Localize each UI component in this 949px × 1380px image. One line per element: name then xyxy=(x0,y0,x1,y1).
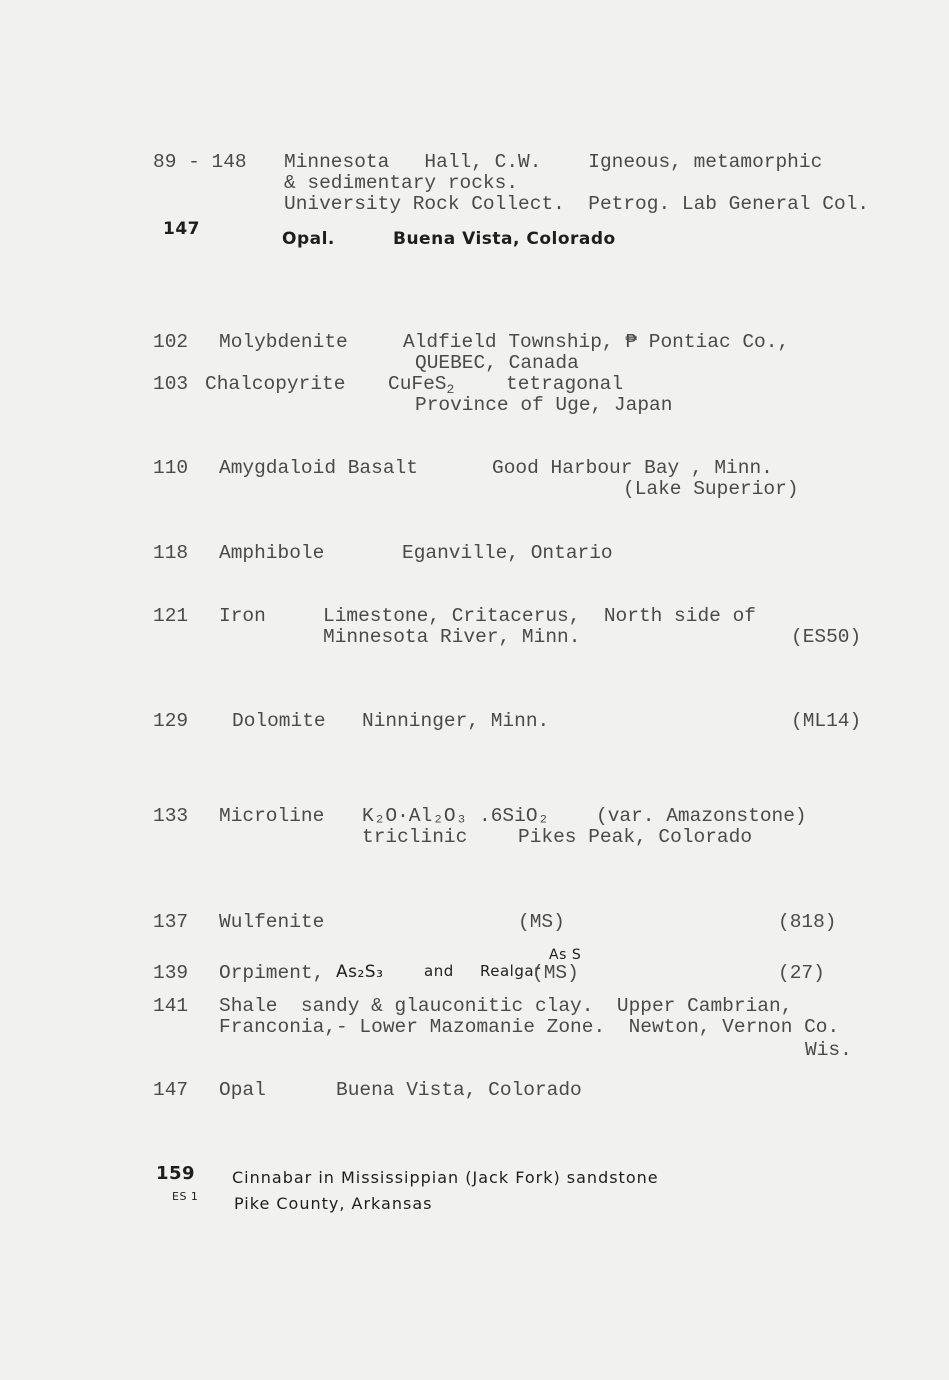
handwritten-location: Buena Vista, Colorado xyxy=(393,229,616,249)
handwritten-formula: As₂S₃ xyxy=(336,962,384,982)
entry-location: Aldfield Township, ₱ Pontiac Co., xyxy=(403,331,790,353)
entry-location: Pikes Peak, Colorado xyxy=(518,826,753,848)
formula-subscript: 2 xyxy=(446,382,455,397)
formula-base: CuFeS xyxy=(388,373,447,395)
handwritten-text: Pike County, Arkansas xyxy=(234,1194,433,1213)
entry-source: (MS) xyxy=(518,911,565,933)
entry-mineral: Opal xyxy=(219,1079,266,1101)
entry-code: (ES50) xyxy=(791,626,862,648)
handwritten-number: 159 xyxy=(156,1163,196,1184)
entry-formula: K₂O·Al₂O₃ .6SiO₂ xyxy=(362,805,550,827)
handwritten-text: and xyxy=(424,962,454,980)
entry-code: (27) xyxy=(778,962,825,984)
entry-mineral: Iron xyxy=(219,605,266,627)
entry-mineral: Orpiment, xyxy=(219,962,325,984)
entry-crystal-system: tetragonal xyxy=(506,373,624,395)
entry-location: Limestone, Critacerus, North side of xyxy=(323,605,756,627)
entry-number: 129 xyxy=(153,710,189,732)
entry-text: University Rock Collect. Petrog. Lab General Col. xyxy=(284,193,870,215)
entry-number: 110 xyxy=(153,457,189,479)
entry-variety: (var. Amazonstone) xyxy=(596,805,807,827)
entry-crystal-system: triclinic xyxy=(362,826,468,848)
entry-number: 147 xyxy=(153,1079,189,1101)
entry-source: (MS) xyxy=(532,962,579,984)
entry-number: 133 xyxy=(153,805,189,827)
entry-number: 121 xyxy=(153,605,189,627)
entry-mineral: Amygdaloid Basalt xyxy=(219,457,418,479)
entry-location: Minnesota River, Minn. xyxy=(323,626,581,648)
handwritten-code: ES 1 xyxy=(172,1190,199,1203)
handwritten-text: Cinnabar in Mississippian (Jack Fork) sandstone xyxy=(232,1168,659,1187)
entry-number: 139 xyxy=(153,962,189,984)
entry-location: Good Harbour Bay , Minn. xyxy=(492,457,773,479)
entry-number: 103 xyxy=(153,373,189,395)
entry-mineral: Dolomite xyxy=(232,710,326,732)
entry-text: Shale sandy & glauconitic clay. Upper Cambrian, xyxy=(219,995,793,1017)
handwritten-formula: As S xyxy=(549,947,582,963)
entry-location: Province of Uge, Japan xyxy=(415,394,673,416)
entry-number: 102 xyxy=(153,331,189,353)
handwritten-text: Realgar xyxy=(480,962,541,980)
handwritten-mineral: Opal. xyxy=(282,229,335,249)
entry-text: Franconia,- Lower Mazomanie Zone. Newton, Vernon Co. xyxy=(219,1016,840,1038)
entry-text: Minnesota Hall, C.W. Igneous, metamorphic xyxy=(284,151,823,173)
entry-location: Ninninger, Minn. xyxy=(362,710,550,732)
entry-code: (ML14) xyxy=(791,710,862,732)
entry-number: 89 - 148 xyxy=(153,151,247,173)
entry-mineral: Molybdenite xyxy=(219,331,348,353)
entry-number: 118 xyxy=(153,542,189,564)
handwritten-number: 147 xyxy=(163,219,200,239)
entry-location: Buena Vista, Colorado xyxy=(336,1079,582,1101)
entry-mineral: Microline xyxy=(219,805,325,827)
entry-number: 141 xyxy=(153,995,189,1017)
entry-number: 137 xyxy=(153,911,189,933)
entry-mineral: Chalcopyrite xyxy=(205,373,346,395)
entry-text: Wis. xyxy=(805,1039,852,1061)
entry-location: QUEBEC, Canada xyxy=(415,352,579,374)
entry-text: & sedimentary rocks. xyxy=(284,172,519,194)
entry-mineral: Amphibole xyxy=(219,542,325,564)
entry-location: Eganville, Ontario xyxy=(402,542,613,564)
entry-location: (Lake Superior) xyxy=(623,478,799,500)
entry-code: (818) xyxy=(778,911,837,933)
entry-mineral: Wulfenite xyxy=(219,911,325,933)
